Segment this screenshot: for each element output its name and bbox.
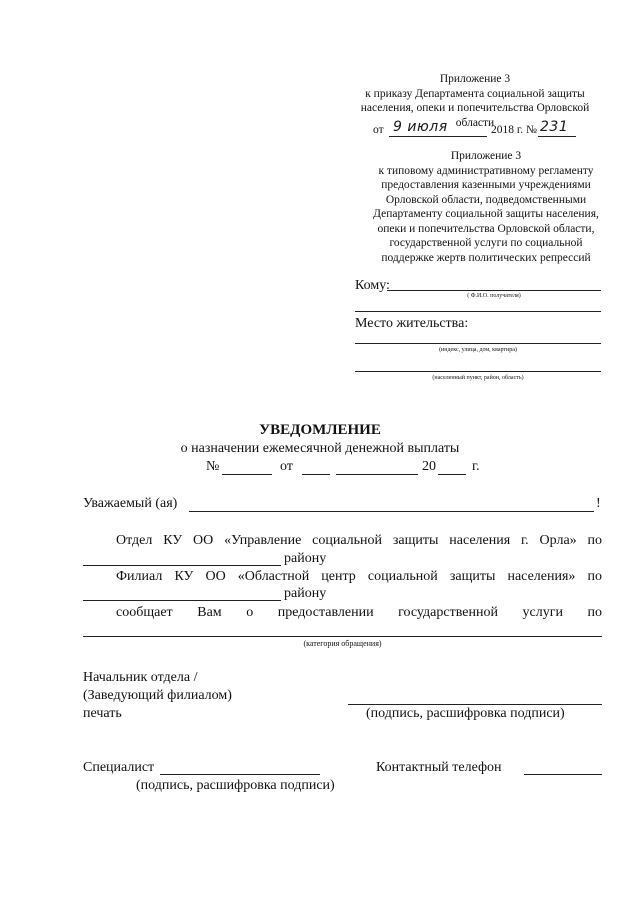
residence-label: Место жительства: xyxy=(355,316,469,331)
specialist-signature-field[interactable] xyxy=(160,774,320,775)
head-title-1: Начальник отдела / xyxy=(83,670,198,685)
date-year: 2018 г. № xyxy=(491,124,538,136)
to-field-2[interactable] xyxy=(355,311,601,312)
informs-line: сообщает Вам о предоставлении государственной услуги по xyxy=(116,605,602,620)
notice-number-row xyxy=(206,459,496,479)
specialist-caption: (подпись, расшифровка подписи) xyxy=(136,778,335,793)
date-handwritten: 9 июля xyxy=(393,119,448,135)
district-label-2: району xyxy=(284,586,327,601)
year-label: 20 xyxy=(422,459,436,474)
phone-field[interactable] xyxy=(524,774,602,775)
head-title-2: (Заведующий филиалом) xyxy=(83,688,232,703)
date-prefix: от xyxy=(373,124,384,136)
date-underline xyxy=(389,136,487,137)
notice-number-field[interactable] xyxy=(222,474,272,475)
day-field[interactable] xyxy=(302,474,330,475)
year-field[interactable] xyxy=(438,474,466,475)
appendix2-line: опеки и попечительства Орловской области, xyxy=(377,222,595,235)
specialist-label: Специалист xyxy=(83,760,155,775)
appendix2-line: государственной услуги по социальной xyxy=(389,237,583,249)
appendix1-title: Приложение 3 xyxy=(439,73,511,85)
phone-label: Контактный телефон xyxy=(376,760,502,775)
notice-subtitle: о назначении ежемесячной денежной выплаты xyxy=(180,441,460,456)
seal-label: печать xyxy=(83,706,122,721)
number-underline xyxy=(538,136,576,137)
appendix2-title: Приложение 3 xyxy=(450,150,522,162)
appendix1-line2: населения, опеки и попечительства Орловской xyxy=(360,102,590,114)
to-label: Кому: xyxy=(355,278,390,293)
greeting: Уважаемый (ая) xyxy=(83,496,178,511)
to-field[interactable] xyxy=(387,290,601,291)
address-field[interactable] xyxy=(355,343,601,344)
greeting-exclamation: ! xyxy=(596,496,601,511)
appendix1-line3: области xyxy=(455,116,495,129)
number-label: № xyxy=(206,459,220,474)
greeting-name-field[interactable] xyxy=(189,511,594,512)
branch-line: Филиал КУ ОО «Областной центр социальной защиты населения» по xyxy=(116,569,602,584)
appendix2-block xyxy=(355,149,617,265)
appendix2-line: поддержке жертв политических репрессий xyxy=(381,251,591,264)
month-field[interactable] xyxy=(336,474,418,475)
appendix1-date-row xyxy=(373,119,623,139)
head-signature-caption: (подпись, расшифровка подписи) xyxy=(366,706,565,721)
locality-field[interactable] xyxy=(355,371,601,372)
appendix2-line: Департаменту социальной защиты населения, xyxy=(373,208,599,220)
number-handwritten: 231 xyxy=(540,119,569,135)
from-label: от xyxy=(280,459,293,474)
year-suffix: г. xyxy=(472,459,480,474)
head-signature-field[interactable] xyxy=(348,704,602,705)
district-field-1[interactable] xyxy=(83,565,281,566)
notice-title: УВЕДОМЛЕНИЕ xyxy=(259,422,381,438)
department-line: Отдел КУ ОО «Управление социальной защиты населения г. Орла» по xyxy=(116,533,602,548)
category-caption: (категория обращения) xyxy=(303,639,382,648)
appendix1-line1: к приказу Департамента социальной защиты xyxy=(365,87,585,100)
to-caption: ( Ф.И.О. получателя) xyxy=(467,293,521,299)
address-caption: (индекс, улица, дом, квартира) xyxy=(439,347,517,353)
district-field-2[interactable] xyxy=(83,600,281,601)
district-label-1: району xyxy=(284,551,327,566)
appendix2-line: предоставления казенными учреждениями xyxy=(381,179,591,191)
appendix2-line: Орловской области, подведомственными xyxy=(385,193,587,206)
locality-caption: (населенный пункт, район, область) xyxy=(432,375,524,381)
category-field[interactable] xyxy=(83,636,602,637)
appendix2-line: к типовому административному регламенту xyxy=(378,164,594,177)
